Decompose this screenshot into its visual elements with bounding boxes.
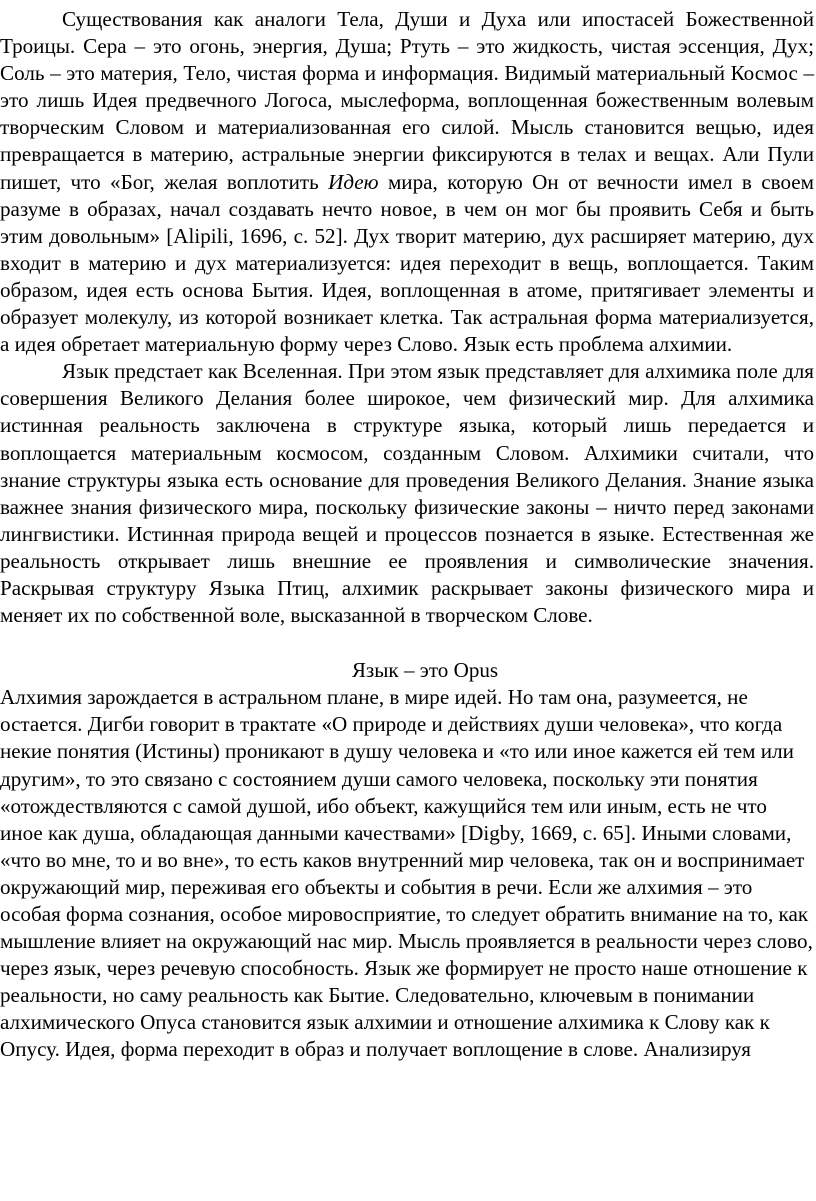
paragraph-2: Язык предстает как Вселенная. При этом язык представляет для алхимика поле для совершения Великого Делания более широкое, чем физический мир. Для алхимика истинная реальность заключена в структуре языка, который лишь передается и воплощается материальным космосом, созданным Словом. Алхимики считали, что знание структуры языка есть основание для проведения Великого Делания. Знание языка важнее знания физического мира, поскольку физические законы – ничто перед законами лингвистики. Истинная природа вещей и процессов познается в языке. Естественная же реальность открывает лишь внешние ее проявления и символические значения. Раскрывая структуру Языка Птиц, алхимик раскрывает законы физического мира и меняет их по собственной воле, высказанной в творческом Слове. (0, 359, 814, 628)
paragraph-1-italic-word: Идею (328, 169, 379, 194)
paragraph-1 (0, 6, 814, 358)
paragraph-1-text-b: мира, которую Он от вечности имел в своем разуме в образах, начал создавать нечто новое, в чем он мог бы проявить Себя и быть этим довольным» [Alipili, 1696, с. 52]. Дух творит материю, дух расширяет материю, дух входит в материю и дух материализуется: идея переходит в вещь, воплощается. Таким образом, идея есть основа Бытия. Идея, воплощенная в атоме, притягивает элементы и образует молекулу, из которой возникает клетка. Так астральная форма материализуется, а идея обретает материальную форму через Слово. Язык есть проблема алхимии. (0, 169, 814, 357)
paragraph-1-text-a: Существования как аналоги Тела, Души и Духа или ипостасей Божественной Троицы. Сера – это огонь, энергия, Душа; Ртуть – это жидкость, чистая эссенция, Дух; Соль – это материя, Тело, чистая форма и информация. Видимый материальный Космос – это лишь Идея предвечного Логоса, мыслеформа, воплощенная божественным волевым творческим Словом и материализованная его силой. Мысль становится вещью, идея превращается в материю, астральные энергии фиксируются в телах и вещах. Али Пули пишет, что «Бог, желая воплотить (0, 7, 814, 194)
paragraph-3: Алхимия зарождается в астральном плане, в мире идей. Но там она, разумеется, не остается. Дигби говорит в трактате «О природе и действиях души человека», что когда некие понятия (Истины) проникают в душу человека и «то или иное кажется ей тем или другим», то это связано с состоянием души самого человека, поскольку эти понятия «отождествляются с самой душой, ибо объект, кажущийся тем или иным, есть не что иное как душа, обладающая данными качествами» [Digby, 1669, с. 65]. Иными словами, «что во мне, то и во вне», то есть каков внутренний мир человека, так он и воспринимает окружающий мир, переживая его объекты и события в речи. Если же алхимия – это особая форма сознания, особое мировосприятие, то следует обратить внимание на то, как мышление влияет на окружающий нас мир. Мысль проявляется в реальности через слово, через язык, через речевую способность. Язык же формирует не просто наше отношение к реальности, но саму реальность как Бытие. Следовательно, ключевым в понимании алхимического Опуса становится язык алхимии и отношение алхимика к Слову как к Опусу. Идея, форма переходит в образ и получает воплощение в слове. Анализируя (0, 685, 813, 1062)
document-page (0, 6, 814, 1064)
section-heading: Язык – это Opus (351, 658, 499, 683)
section-spacer (0, 629, 814, 657)
